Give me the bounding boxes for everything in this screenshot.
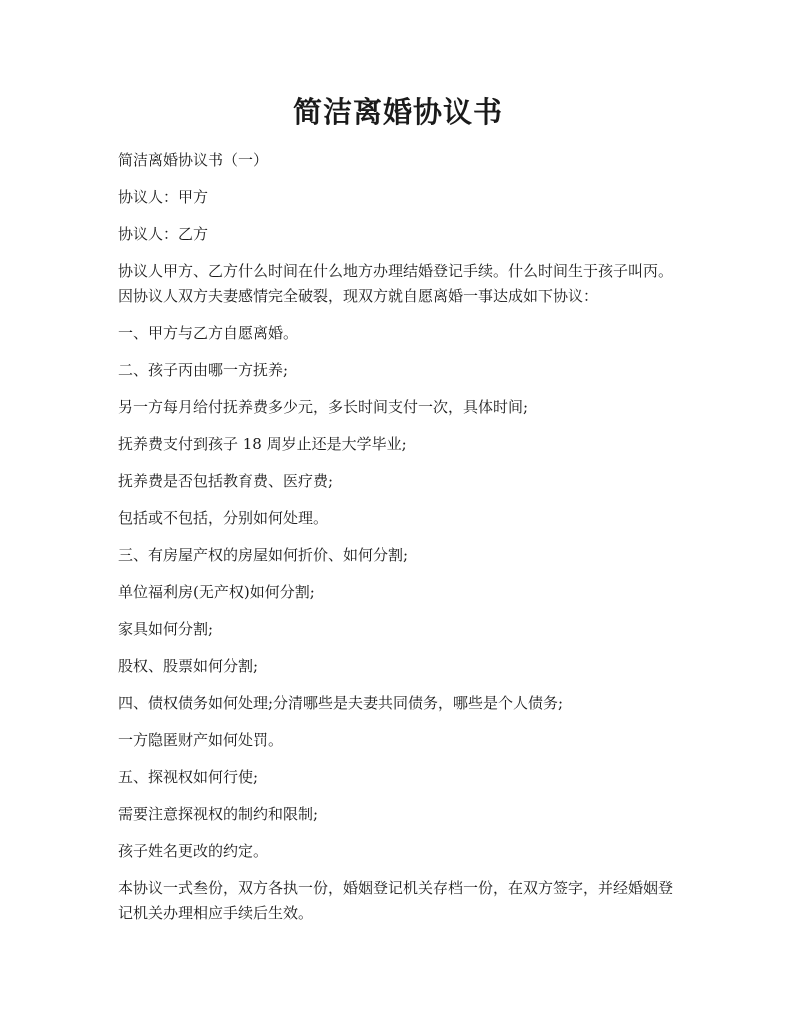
document-title: 简洁离婚协议书 [292, 95, 503, 129]
paragraph-visitation-limits: 需要注意探视权的制约和限制; [118, 805, 319, 823]
paragraph-support-amount: 另一方每月给付抚养费多少元，多长时间支付一次，具体时间; [118, 398, 529, 416]
paragraph-party-a: 协议人：甲方 [118, 188, 209, 206]
paragraph-name-change: 孩子姓名更改的约定。 [118, 842, 269, 860]
paragraph-concealment: 一方隐匿财产如何处罚。 [118, 731, 284, 749]
paragraph-welfare-housing: 单位福利房(无产权)如何分割; [118, 583, 315, 601]
paragraph-clause-1: 一、甲方与乙方自愿离婚。 [118, 324, 299, 342]
paragraph-support-handling: 包括或不包括，分别如何处理。 [118, 509, 329, 527]
paragraph-equity: 股权、股票如何分割; [118, 657, 259, 675]
paragraph-furniture: 家具如何分割; [118, 620, 214, 638]
paragraph-clause-5: 五、探视权如何行使; [118, 768, 259, 786]
paragraph-clause-3: 三、有房屋产权的房屋如何折价、如何分割; [118, 546, 409, 564]
paragraph-support-duration: 抚养费支付到孩子 18 周岁止还是大学毕业; [118, 435, 407, 453]
paragraph-support-scope: 抚养费是否包括教育费、医疗费; [118, 472, 334, 490]
paragraph-party-b: 协议人：乙方 [118, 225, 209, 243]
paragraph-clause-4: 四、债权债务如何处理;分清哪些是夫妻共同债务，哪些是个人债务; [118, 694, 564, 712]
paragraph-clause-2: 二、孩子丙由哪一方抚养; [118, 361, 289, 379]
document-body [118, 148, 684, 938]
paragraph-effectiveness: 本协议一式叁份，双方各执一份，婚姻登记机关存档一份，在双方签字，并经婚姻登记机关办理相应手续后生效。 [118, 879, 674, 922]
paragraph-subtitle: 简洁离婚协议书（一） [118, 151, 269, 169]
paragraph-preamble: 协议人甲方、乙方什么时间在什么地方办理结婚登记手续。什么时间生于孩子叫丙。因协议人双方夫妻感情完全破裂，现双方就自愿离婚一事达成如下协议： [118, 262, 674, 305]
